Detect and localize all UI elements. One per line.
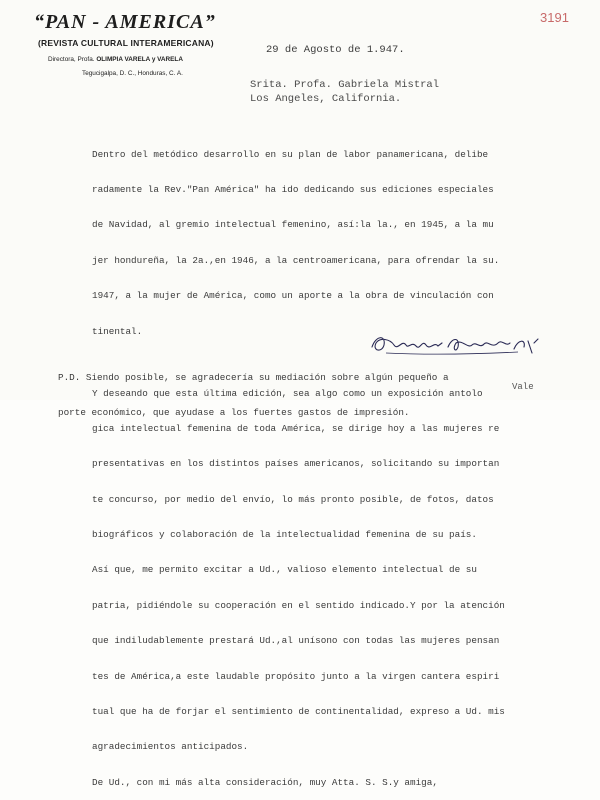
letterhead-subtitle: (REVISTA CULTURAL INTERAMERICANA) — [38, 38, 214, 48]
reference-number: 3191 — [540, 10, 569, 25]
postscript — [58, 348, 449, 442]
postscript-line: P.D. Siendo posible, se agradecería su mediación sobre algún pequeño a — [58, 371, 449, 383]
body-line: 1947, a la mujer de América, como un aporte a la obra de vinculación con — [92, 290, 494, 302]
body-line: te concurso, por medio del envío, lo más pronto posible, de fotos, datos — [92, 493, 494, 505]
body-line: tual que ha de forjar el sentimiento de continentalidad, expreso a Ud. mis — [92, 706, 505, 718]
letter-body — [92, 125, 505, 800]
postscript-line: porte económico, que ayudase a los fuertes gastos de impresión. — [58, 406, 410, 418]
director-name: OLIMPIA VARELA y VARELA — [96, 56, 183, 63]
body-line: presentativas en los distintos países americanos, solicitando su importan — [92, 458, 500, 470]
letterhead-director — [48, 56, 183, 63]
body-line: Dentro del metódico desarrollo en su plan de labor panamericana, delibe — [92, 148, 489, 160]
body-line: jer hondureña, la 2a.,en 1946, a la centroamericana, para ofrendar la su. — [92, 254, 500, 266]
recipient-name: Srita. Profa. Gabriela Mistral — [250, 79, 440, 91]
body-line: tinental. — [92, 325, 143, 337]
closing-note: Vale — [512, 382, 534, 392]
body-line: Así que, me permito excitar a Ud., valioso elemento intelectual de su — [92, 564, 477, 576]
recipient-location: Los Angeles, California. — [250, 93, 402, 105]
body-line: biográficos y colaboración de la intelectualidad femenina de su país. — [92, 529, 477, 541]
body-line: de Navidad, al gremio intelectual femenino, así:la la., en 1945, a la mu — [92, 219, 494, 231]
body-line: patria, pidiéndole su cooperación en el sentido indicado.Y por la atención — [92, 599, 505, 611]
body-line: que indiludablemente prestará Ud.,al unísono con todas las mujeres pensan — [92, 635, 500, 647]
recipient-block — [250, 78, 439, 106]
body-line: tes de América,a este laudable propósito junto a la virgen cantera espiri — [92, 670, 500, 682]
letterhead-title: “PAN - AMERICA” — [34, 11, 216, 33]
director-prefix: Directora, Profa. — [48, 56, 95, 63]
letter-date: 29 de Agosto de 1.947. — [266, 44, 405, 56]
body-line: Y deseando que esta última edición, sea algo como un exposición antolo — [92, 387, 483, 399]
body-line: radamente la Rev."Pan América" ha ido dedicando sus ediciones especiales — [92, 183, 494, 195]
letterhead-address: Tegucigalpa, D. C., Honduras, C. A. — [82, 70, 183, 77]
body-line: De Ud., con mi más alta consideración, muy Atta. S. S.y amiga, — [92, 776, 438, 788]
body-line: agradecimientos anticipados. — [92, 741, 249, 753]
body-line: gica intelectual femenina de toda América, se dirige hoy a las mujeres re — [92, 422, 500, 434]
